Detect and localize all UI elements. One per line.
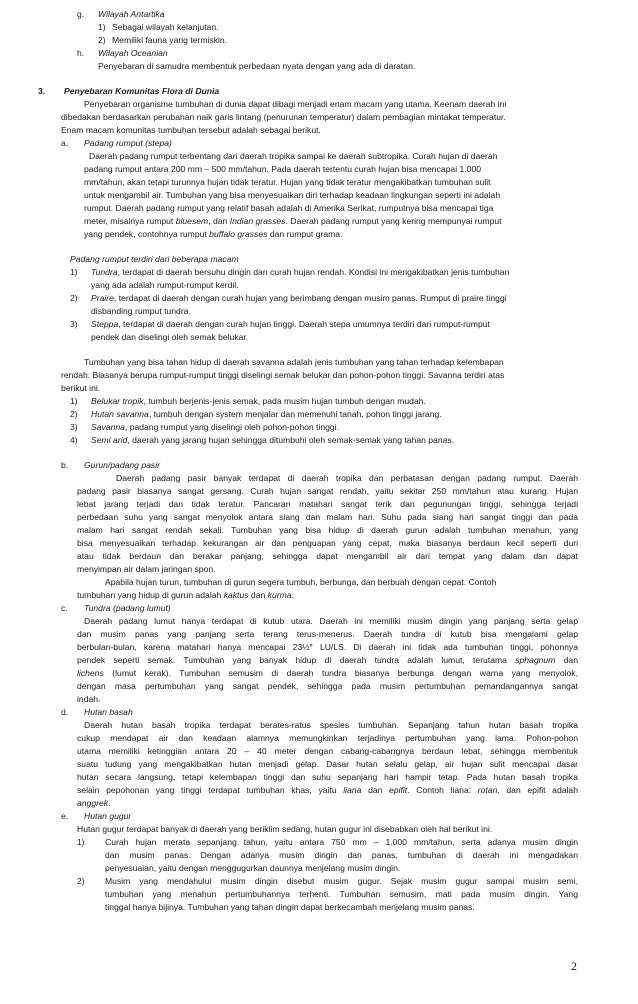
paragraph-line: dan musim panas yang panjang serta terang terus-menerus. Daerah tundra di kutub bisa mengalami gelap	[77, 629, 578, 639]
paragraph-line: selain pepohonan yang tinggi terdapat tumbuhan khas, yaitu liana dan epifit. Contoh liana: rotan, dan epifit adalah	[77, 785, 578, 795]
paragraph-line: Tumbuhan yang bisa tahan hidup di daerah savanna adalah jenis tumbuhan yang tahan terhadap kelembapan	[84, 357, 504, 367]
section-heading: Penyebaran Komunitas Flora di Dunia	[64, 86, 220, 96]
paragraph-line: berbulan-bulan, karena matahari hanya mencapai 23½° LU/LS. Di daerah ini tidak ada tumbuhan tinggi, pohonnya	[77, 642, 578, 652]
paragraph-line: cukup mendapat air dan keadaan alamnya memungkinkan terjadinya pertumbuhan yang lama. Pohon-pohon	[77, 733, 578, 743]
list-marker: 1)	[77, 837, 85, 847]
list-item: Hutan savanna, tumbuh dengan system menjalar dan memenuhi tanah, pohon tinggi jarang.	[91, 409, 442, 419]
subsection-title: Padang rumput (stepa)	[84, 138, 172, 148]
paragraph-line: pendek seperti semak. Tumbuhan yang banyak hidup di daerah tundra adalah lumut, terutama sphagnum dan	[77, 655, 578, 665]
list-marker: 3)	[70, 319, 78, 329]
paragraph-line: atau tidak berdaun dan berakar panjang, sehingga dapat mengambil air dari tempat yang dalam dan dapat	[77, 551, 578, 561]
list-marker: 2)	[77, 876, 85, 886]
list-title: Wilayah Antartika	[98, 9, 165, 19]
list-item-continuation: tinggal hanya bijinya. Tumbuhan yang tahan dingin dapat berkecambah menjelang musim panas.	[105, 902, 475, 912]
list-marker: 1)	[98, 22, 106, 32]
paragraph-line: Daerah hutan basah tropika terdapat berates-ratus spesies tumbuhan. Sepanjang tahun hutan basah tropika	[84, 720, 578, 730]
list-marker: 4)	[70, 435, 78, 445]
paragraph-line: Daerah padang pasir banyak terdapat di daerah tropika dan perbatasan dengan padang rumput. Daerah	[116, 473, 578, 483]
subsection-title: Hutan basah	[84, 707, 133, 717]
list-item-continuation: disbanding rumput tundra.	[91, 306, 191, 316]
list-title: Wilayah Oceanian	[98, 48, 168, 58]
list-item: Steppa, terdapat di daerah dengan curah hujan tinggi. Daerah stepa umumnya terdiri dari rumput-rumput	[91, 319, 490, 329]
paragraph-line: bisa menyesuaikan terhadap kekurangan air dan penguapan yang cepat, maka biasanya berdaun kecil seperti duri	[77, 538, 578, 548]
paragraph-line: untuk mengambil air. Tumbuhan yang bisa menyesuaikan diri terhadap keadaan lingkungan seperti ini adalah	[84, 190, 501, 200]
subsection-title: Gurun/padang pasir	[84, 460, 160, 470]
paragraph-line: yang pendek, contohnya rumput buffalo grasses dan rumput grama.	[84, 229, 343, 239]
subsection-title: Tundra (padang lumut)	[84, 603, 171, 613]
list-marker: 2)	[98, 35, 106, 45]
page-number: 2	[571, 959, 577, 973]
paragraph-line: suatu tudung yang mengakibatkan hutan menjadi gelap. Dasar hutan selalu gelap, air hujan sulit mencapai dasar	[77, 759, 578, 769]
paragraph-line: hutan secara langsung, tetapi kelembapan tinggi dan suhu sepanjang hari hampir tetap. Pada hutan basah tropika	[77, 772, 578, 782]
paragraph-line: dengan masa pertumbuhan yang sangat pendek, sehingga pada musim pertumbuhan pemandangannya sangat	[77, 681, 578, 691]
list-marker: a.	[61, 138, 69, 148]
paragraph-line: Apabila hujan turun, tumbuhan di gurun segera tumbuh, berbunga, dan berbuah dengan cepat. Contoh	[105, 577, 497, 587]
list-item-continuation: pendek dan diselingi oleh semak belukar.	[91, 332, 249, 342]
list-item-continuation: yang ada adalah rumput-rumput kerdil.	[91, 280, 239, 290]
list-marker: e.	[61, 811, 69, 821]
paragraph-line: Hutan gugur terdapat banyak di daerah yang beriklim sedang, hutan gugur ini disebabkan oleh hal berikut ini.	[77, 824, 493, 834]
list-item: Tundra, terdapat di daerah bersuhu dingin dan curah hujan rendah. Kondisi ini mengakibatkan jenis tumbuhan	[91, 267, 510, 277]
paragraph-line: mm/tahun, akan tetapi turunnya hujan tidak teratur. Hujan yang tidak teratur mengakibatkan tumbuhan sulit	[84, 177, 491, 187]
paragraph-line: menyimpan air dalam jaringan spon.	[77, 564, 216, 574]
paragraph-line: Daerah padang lumut hanya terdapat di kutub utara. Daerah ini memiliki musim dingin yang panjang serta gelap	[84, 616, 578, 626]
list-marker: h.	[77, 48, 85, 58]
paragraph-line: padang rumput antara 200 mm – 500 mm/tahun. Pada daerah tertentu curah hujan bisa mencapai 1.000	[84, 164, 482, 174]
paragraph-line: Enam macam komunitas tumbuhan tersebut adalah sebagai berikut.	[61, 125, 321, 135]
list-item: Curah hujan merata sepanjang tahun, yaitu antara 750 mm – 1.000 mm/tahun, serta adanya musim dingin	[105, 837, 578, 847]
list-item: Memiliki fauna yang termiskin.	[112, 35, 228, 45]
subsection-title: Hutan gugur	[84, 811, 132, 821]
list-item-continuation: dan musim panas. Dengan adanya musim dingin dan panas, tumbuhan di daerah ini mengadakan	[105, 850, 578, 860]
paragraph-line: Penyebaran organisme tumbuhan di dunia dapat dibagi menjadi enam macam yang utama. Keenam daerah ini	[84, 99, 507, 109]
paragraph-line: anggrek.	[77, 798, 111, 808]
paragraph-line: lebat jarang terjadi dan tidak teratur. Pancaran matahari sangat terik dan pegunungan tinggi, sehingga terjadi	[77, 499, 578, 509]
list-marker: c.	[61, 603, 68, 613]
list-heading: Padang rumput terdiri dari beberapa macam	[70, 254, 239, 264]
list-marker: b.	[61, 460, 69, 470]
paragraph-line: malam hari sangat rendah sekali. Tumbuhan yang bisa hidup di daerah gurun adalah tumbuhan menahun, yang	[77, 525, 578, 535]
list-item: Praire, terdapat di daerah dengan curah hujan yang berimbang dengan musim panas. Rumput di praire tinggi	[91, 293, 507, 303]
paragraph-line: lichens (lumut kerak). Tumbuhan semusim di daerah tundra biasanya berbunga dengan warna yang menyolok,	[77, 668, 578, 678]
paragraph-line: utama memiliki ketinggian antara 20 – 40 meter dengan cabang-cabangnya berdaun lebat, sehingga membentuk	[77, 746, 578, 756]
section-number: 3.	[38, 86, 46, 96]
paragraph-line: dibedakan berdasarkan perubahan naik garis lintang (penurunan temperatur) dalam pembagian mintakat temperatur.	[61, 112, 506, 122]
list-marker: 2)	[70, 293, 78, 303]
paragraph-line: rumput. Daerah padang rumput yang relatif basah adalah di Amerika Serikat, rumputnya bisa mencapai tiga	[84, 203, 494, 213]
paragraph-line: indah.	[77, 694, 101, 704]
list-item-continuation: tumbuhan yang menahun pertumbuhannya terhenti. Tumbuhan semusim, mati pada musim dingin. Yang	[105, 889, 578, 899]
list-item-continuation: penyesuaian, yaitu dengan menggugurkan daunnya menjelang musim dingin.	[105, 863, 401, 873]
list-item: Musim yang mendahului musim dingin disebut musim gugur. Sejak musim gugur sampai musim semi,	[105, 876, 578, 886]
paragraph-line: Daerah padang rumput terbentang dari daerah tropika sampai ke daerah subtropika. Curah hujan di daerah	[89, 151, 498, 161]
list-item: Sebagai wilayah kelanjutan.	[112, 22, 219, 32]
list-marker: 3)	[70, 422, 78, 432]
list-marker: 1)	[70, 267, 78, 277]
list-item: Belukar tropik, tumbuh berjenis-jenis semak, pada musim hujan tumbuh dengan mudah.	[91, 396, 426, 406]
paragraph-line: meter, misalnya rumput bluesem, dan Indian grasses. Daerah padang rumput yang kering mempunyai rumput	[84, 216, 502, 226]
paragraph-line: perbedaan suhu yang sangat menyolok antara siang dan malam hari. Suhu pada siang hari sangat tinggi dan pada	[77, 512, 578, 522]
list-marker: 1)	[70, 396, 78, 406]
paragraph-line: rendah. Biasanya berupa rumput-rumput tinggi diselingi semak belukar dan pohon-pohon tinggi. Savanna terdiri atas	[61, 370, 505, 380]
paragraph-line: tumbuhan yang hidup di gurun adalah kaktus dan kurma.	[77, 590, 294, 600]
list-marker: d.	[61, 707, 69, 717]
paragraph-line: Penyebaran di samudra membentuk perbedaan nyata dengan yang ada di daratan.	[98, 61, 416, 71]
list-item: Semi arid, daerah yang jarang hujan sehingga ditumbuhi oleh semak-semak yang tahan panas.	[91, 435, 455, 445]
paragraph-line: berikut ini.	[61, 383, 101, 393]
list-marker: 2)	[70, 409, 78, 419]
list-item: Savanna, padang rumput yang diselingi oleh pohon-pohon tinggi.	[91, 422, 339, 432]
paragraph-line: padang pasir biasanya sangat gersang. Curah hujan sangat rendah, yaitu sekitar 250 mm/tahun atau kurang. Hujan	[77, 486, 578, 496]
list-marker: g.	[77, 9, 85, 19]
